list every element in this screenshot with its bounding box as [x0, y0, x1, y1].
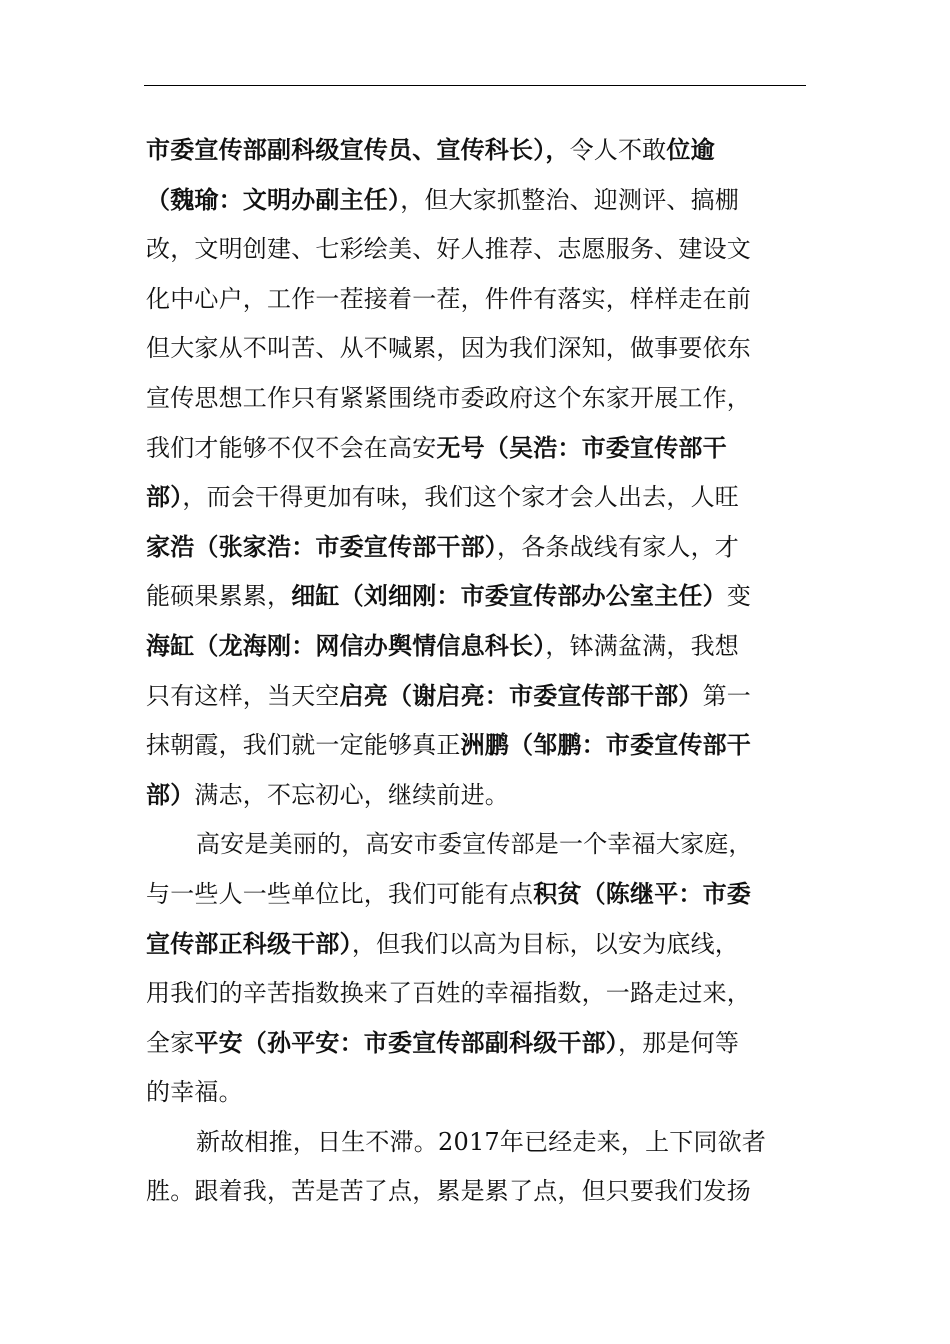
text-segment: 的幸福。	[146, 1078, 243, 1107]
text-segment: 高安是美丽的，高安市委宣传部是一个幸福大家庭，	[196, 830, 753, 859]
text-line	[146, 920, 810, 970]
body-text	[146, 126, 810, 1217]
text-segment: ，但大家抓整治、迎测评、搞棚	[400, 185, 740, 214]
text-line	[146, 672, 810, 722]
text-line	[146, 374, 810, 424]
text-segment: 新故相推，日生不滞。2017年已经走来，上下同欲者	[196, 1127, 767, 1156]
bold-text-segment: （魏瑜：文明办副主任）	[146, 185, 401, 214]
text-line	[146, 969, 810, 1019]
text-segment: 化中心户，工作一茬接着一茬，件件有落实，样样走在前	[146, 284, 751, 313]
text-line	[146, 324, 810, 374]
text-line	[146, 275, 810, 325]
text-segment: 令人不敢	[569, 136, 667, 164]
text-line	[146, 721, 810, 771]
bold-text-segment: 部）	[146, 483, 183, 512]
text-line	[146, 473, 810, 523]
text-line	[146, 622, 810, 672]
text-segment: 抹朝霞，我们就一定能够真正	[146, 731, 461, 760]
text-segment: ，各条战线有家人，才	[497, 532, 739, 561]
text-line	[146, 572, 810, 622]
text-segment: 胜。跟着我，苦是苦了点，累是累了点，但只要我们发扬	[146, 1177, 751, 1206]
text-segment: 与一些人一些单位比，我们可能有点	[146, 879, 534, 908]
bold-text-segment: 平安（孙平安：市委宣传部副科级干部）	[194, 1028, 619, 1057]
text-line	[146, 1068, 810, 1118]
bold-text-segment: 积贫（陈继平：市委	[533, 879, 752, 908]
text-segment: 全家	[146, 1028, 195, 1057]
text-line	[146, 771, 810, 821]
text-segment: 变	[726, 582, 752, 611]
text-line	[146, 1019, 810, 1069]
bold-text-segment: 洲鹏（邹鹏：市委宣传部干	[460, 731, 752, 760]
text-segment: 但大家从不叫苦、从不喊累，因为我们深知，做事要依东	[146, 334, 751, 363]
text-line	[146, 225, 810, 275]
text-line	[146, 176, 810, 226]
text-segment: 用我们的辛苦指数换来了百姓的幸福指数，一路走过来，	[146, 979, 751, 1008]
header-rule	[144, 85, 806, 86]
text-segment: 我们才能够不仅不会在高安	[146, 433, 437, 462]
text-line	[146, 126, 810, 176]
text-line	[146, 870, 810, 920]
text-line	[146, 1118, 810, 1168]
text-segment: 宣传思想工作只有紧紧围绕市委政府这个东家开展工作，	[146, 383, 751, 412]
bold-text-segment: 位逾	[666, 136, 715, 164]
text-line	[146, 523, 810, 573]
bold-text-segment: 无号（吴浩：市委宣传部干	[436, 433, 727, 462]
text-segment: 满志，不忘初心，继续前进。	[194, 780, 510, 809]
text-segment: 只有这样，当天空	[146, 681, 340, 710]
text-segment: 能硕果累累，	[146, 582, 292, 611]
text-segment: ，但我们以高为目标，以安为底线，	[351, 929, 740, 958]
text-segment: ，而会干得更加有味，我们这个家才会人出去，人旺	[182, 483, 740, 512]
text-segment: 改，文明创建、七彩绘美、好人推荐、志愿服务、建设文	[146, 235, 751, 264]
text-segment: ，钵满盆满，我想	[545, 631, 740, 660]
text-line	[146, 424, 810, 474]
bold-text-segment: 家浩（张家浩：市委宣传部干部）	[146, 532, 497, 561]
bold-text-segment: 启亮（谢启亮：市委宣传部干部）	[339, 681, 703, 710]
text-segment: 第一	[702, 681, 752, 710]
text-segment: ，那是何等	[618, 1028, 740, 1057]
bold-text-segment: 部）	[146, 780, 195, 809]
text-line	[146, 820, 810, 870]
text-line	[146, 1167, 810, 1217]
bold-text-segment: 宣传部正科级干部）	[146, 929, 352, 958]
bold-text-segment: 海缸（龙海刚：网信办舆情信息科长）	[146, 631, 546, 660]
bold-text-segment: 市委宣传部副科级宣传员、宣传科长），	[146, 136, 570, 164]
bold-text-segment: 细缸（刘细刚：市委宣传部办公室主任）	[291, 582, 727, 611]
